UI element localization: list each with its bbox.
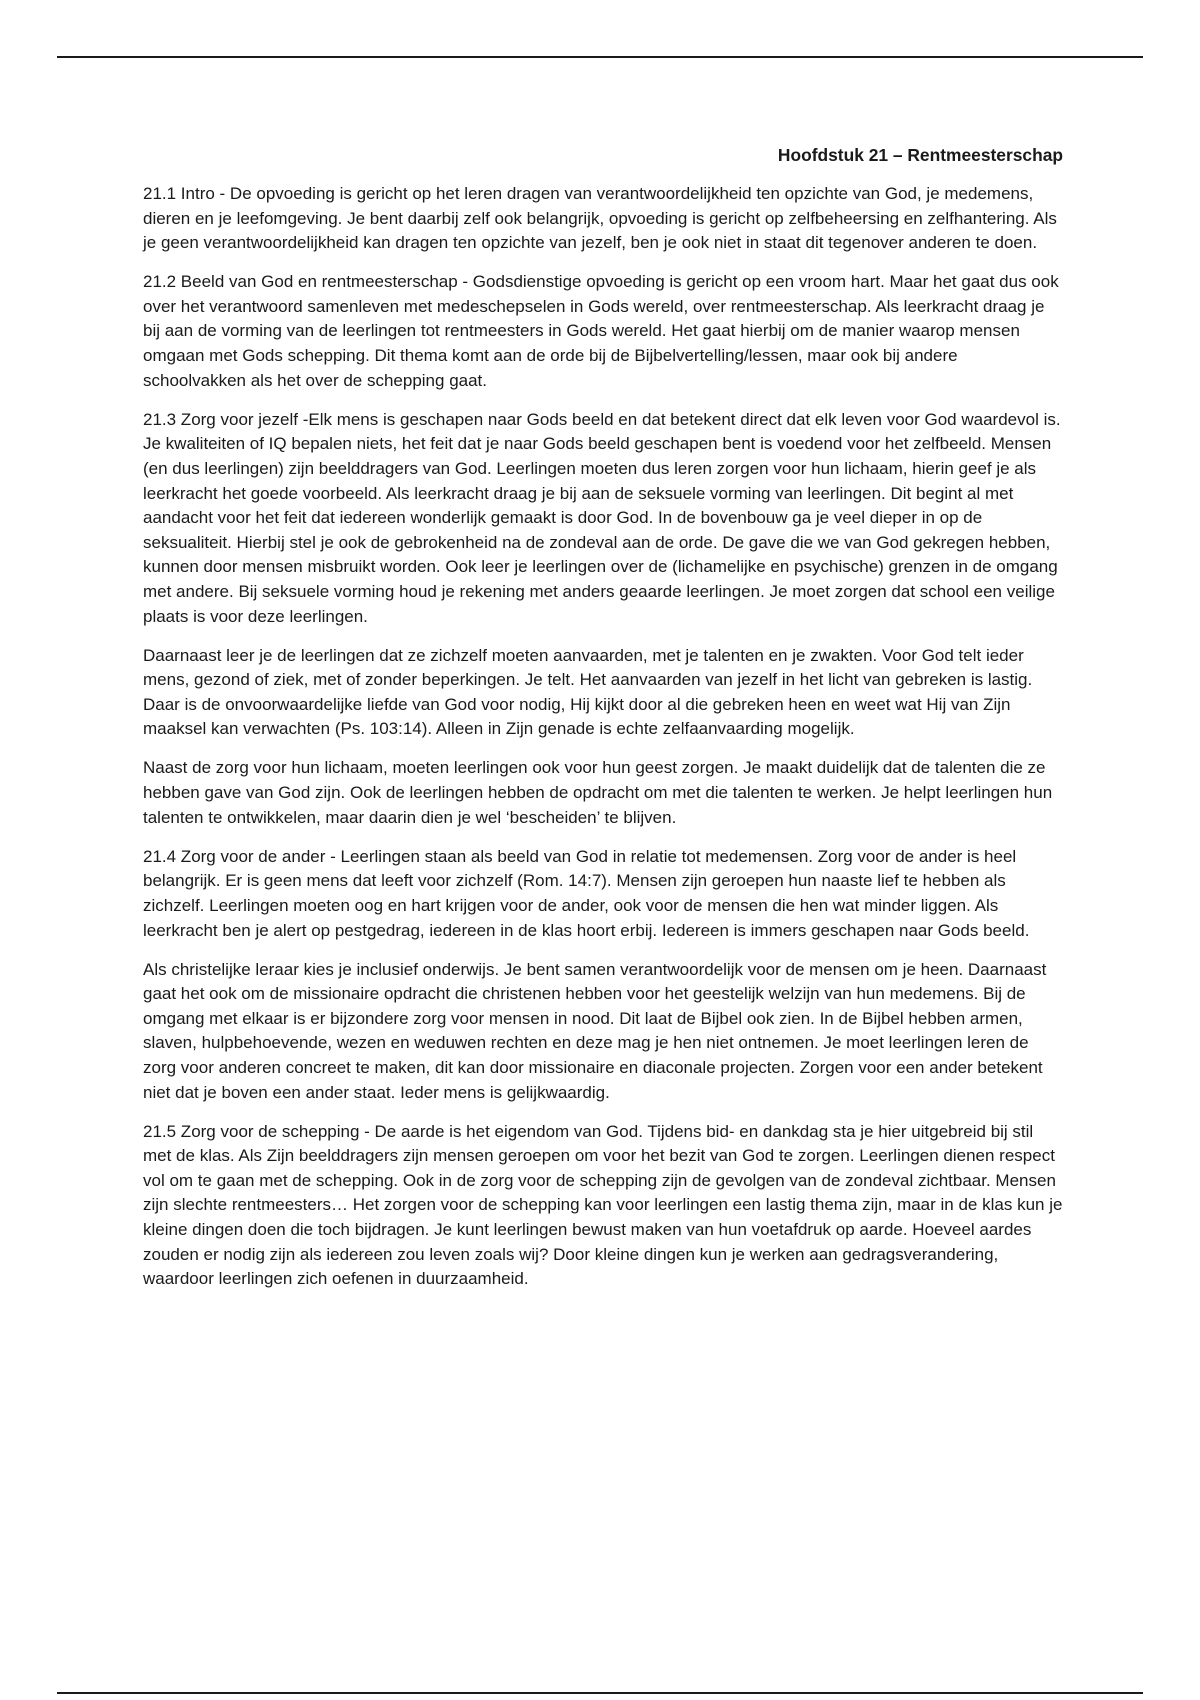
top-divider xyxy=(57,56,1143,58)
chapter-title: Hoofdstuk 21 – Rentmeesterschap xyxy=(777,145,1063,165)
paragraph-beeld-van-god: 21.2 Beeld van God en rentmeesterschap - Godsdienstige opvoeding is gericht op een vroom hart. Maar het gaat dus ook over het verantwoord samenleven met medeschepselen in Gods wereld, over rentmeesterschap. Als leerkracht draag je bij aan de vorming van de leerlingen tot rentmeesters in Gods wereld. Het gaat hierbij om de manier waarop mensen omgaan met Gods schepping. Dit thema komt aan de orde bij de Bijbelvertelling/lessen, maar ook bij andere schoolvakken als het over de schepping gaat. xyxy=(143,272,1059,390)
paragraph-zorg-voor-de-schepping: 21.5 Zorg voor de schepping - De aarde is het eigendom van God. Tijdens bid- en dankdag sta je hier uitgebreid bij stil met de klas. Als Zijn beelddragers zijn mensen geroepen om voor het bezit van God te zorgen. Leerlingen dienen respect vol om te gaan met de schepping. Ook in de zorg voor de schepping zijn de gevolgen van de zondeval zichtbaar. Mensen zijn slechte rentmeesters… Het zorgen voor de schepping kan voor leerlingen een lastig thema zijn, maar in de klas kun je kleine dingen doen die toch bijdragen. Je kunt leerlingen bewust maken van hun voetafdruk op aarde. Hoeveel aardes zouden er nodig zijn als iedereen zou leven zoals wij? Door kleine dingen kun je werken aan gedragsverandering, waardoor leerlingen zich oefenen in duurzaamheid. xyxy=(143,1121,1063,1289)
paragraph-zorg-voor-jezelf: 21.3 Zorg voor jezelf -Elk mens is geschapen naar Gods beeld en dat betekent direct dat elk leven voor God waardevol is. Je kwaliteiten of IQ bepalen niets, het feit dat je naar Gods beeld geschapen bent is voedend voor het zelfbeeld. Mensen (en dus leerlingen) zijn beelddragers van God. Leerlingen moeten dus leren zorgen voor hun lichaam, hierin geef je als leerkracht het goede voorbeeld. Als leerkracht draag je bij aan de seksuele vorming van leerlingen. Dit begint al met aandacht voor het feit dat iedereen wonderlijk gemaakt is door God. In de bovenbouw ga je veel dieper in op de seksualiteit. Hierbij stel je ook de gebrokenheid na de zondeval aan de orde. De gave die we van God gekregen hebben, kunnen door mensen misbruikt worden. Ook leer je leerlingen over de (lichamelijke en psychische) grenzen in de omgang met andere. Bij seksuele vorming houd je rekening met anders geaarde leerlingen. Je moet zorgen dat school een veilige plaats is voor deze leerlingen. xyxy=(143,409,1061,626)
document-body xyxy=(143,140,1063,1306)
paragraph-geest-talenten: Naast de zorg voor hun lichaam, moeten leerlingen ook voor hun geest zorgen. Je maakt duidelijk dat de talenten die ze hebben gave van God zijn. Ook de leerlingen hebben de opdracht om met die talenten te werken. Je helpt leerlingen hun talenten te ontwikkelen, maar daarin dien je wel ‘bescheiden’ te blijven. xyxy=(143,758,1053,827)
paragraph-zorg-voor-de-ander: 21.4 Zorg voor de ander - Leerlingen staan als beeld van God in relatie tot medemensen. Zorg voor de ander is heel belangrijk. Er is geen mens dat leeft voor zichzelf (Rom. 14:7). Mensen zijn geroepen hun naaste lief te hebben als zichzelf. Leerlingen moeten oog en hart krijgen voor de ander, ook voor de mensen die hen wat minder liggen. Als leerkracht ben je alert op pestgedrag, iedereen in de klas hoort erbij. Iedereen is immers geschapen naar Gods beeld. xyxy=(143,846,1030,940)
paragraph-inclusief-onderwijs: Als christelijke leraar kies je inclusief onderwijs. Je bent samen verantwoordelijk voor de mensen om je heen. Daarnaast gaat het ook om de missionaire opdracht die christenen hebben voor het geestelijk welzijn van hun medemens. Bij de omgang met elkaar is er bijzondere zorg voor mensen in nood. Dit laat de Bijbel ook zien. In de Bijbel hebben armen, slaven, hulpbehoevende, wezen en weduwen rechten en deze mag je hen niet ontnemen. Je moet leerlingen leren de zorg voor anderen concreet te maken, dit kan door missionaire en diaconale projecten. Zorgen voor een ander betekent niet dat je boven een ander staat. Ieder mens is gelijkwaardig. xyxy=(143,959,1047,1102)
paragraph-zelfaanvaarding: Daarnaast leer je de leerlingen dat ze zichzelf moeten aanvaarden, met je talenten en je zwakten. Voor God telt ieder mens, gezond of ziek, met of zonder beperkingen. Je telt. Het aanvaarden van jezelf in het licht van gebreken is lastig. Daar is de onvoorwaardelijke liefde van God voor nodig, Hij kijkt door al die gebreken heen en weet wat Hij van Zijn maaksel kan verwachten (Ps. 103:14). Alleen in Zijn genade is echte zelfaanvaarding mogelijk. xyxy=(143,645,1033,739)
bottom-divider xyxy=(57,1692,1143,1694)
paragraph-intro: 21.1 Intro - De opvoeding is gericht op het leren dragen van verantwoordelijkheid ten opzichte van God, je medemens, dieren en je leefomgeving. Je bent daarbij zelf ook belangrijk, opvoeding is gericht op zelfbeheersing en zelfhantering. Als je geen verantwoordelijkheid kan dragen ten opzichte van jezelf, ben je ook niet in staat dit tegenover anderen te doen. xyxy=(143,184,1057,253)
